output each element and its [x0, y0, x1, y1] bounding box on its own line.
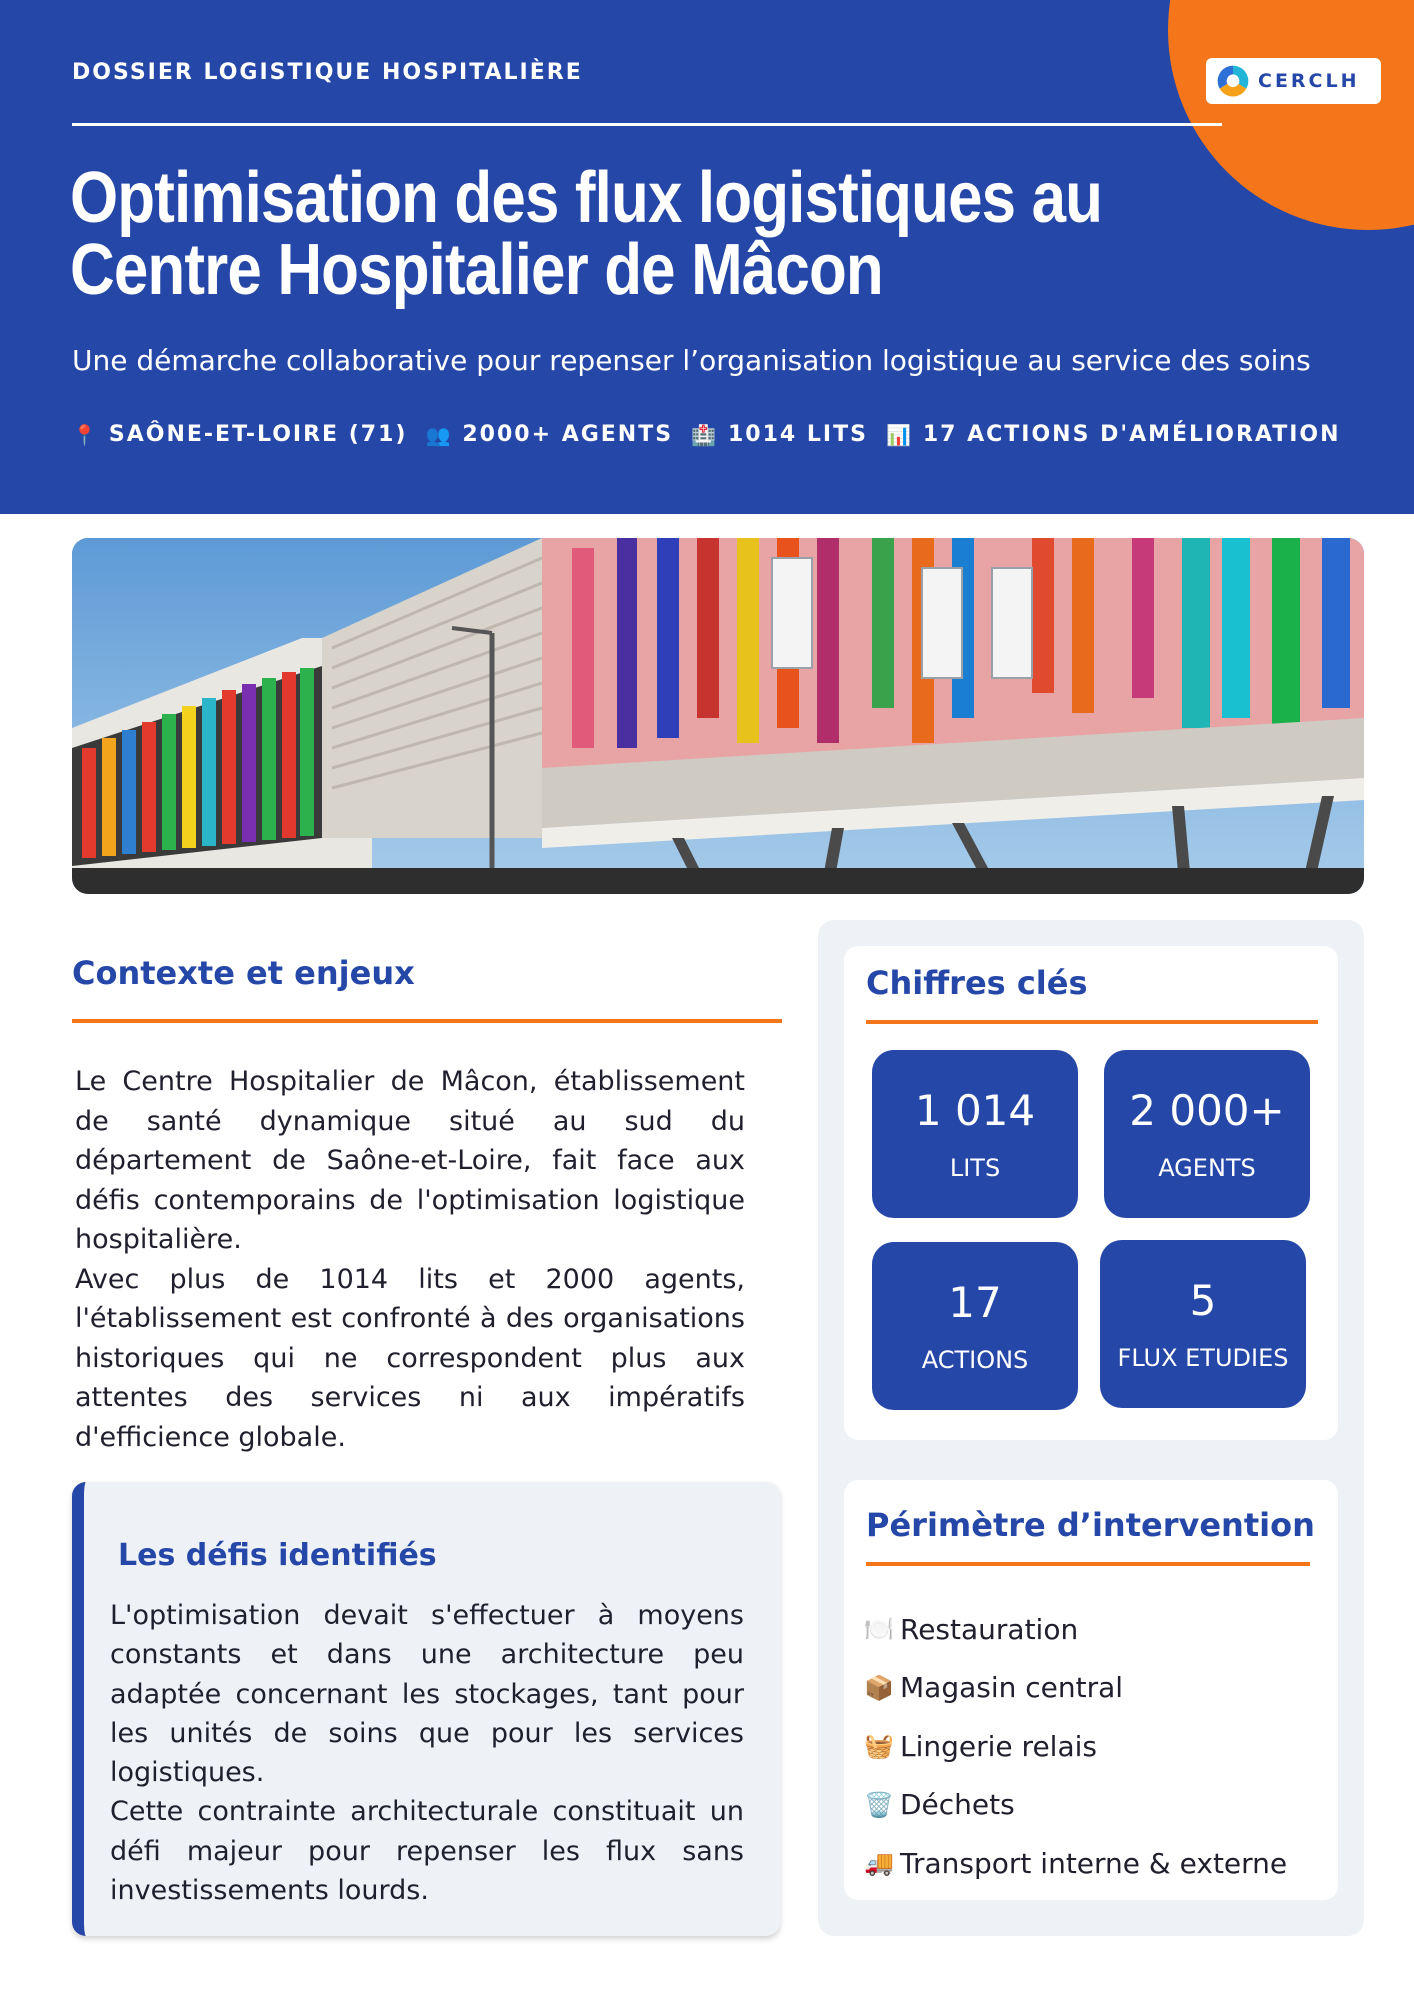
- stat-value: 2 000+: [1129, 1086, 1285, 1135]
- stat-value: 5: [1189, 1276, 1217, 1325]
- header-rule: [72, 123, 1222, 126]
- challenges-box: [72, 1482, 780, 1936]
- scope-list: [864, 1600, 1287, 1893]
- fact-location: [72, 422, 407, 447]
- sidebar-panel: [818, 920, 1364, 1936]
- stat-card-actions: [872, 1242, 1078, 1410]
- page-title: Optimisation des flux logistiques au Centre Hospitalier de Mâcon: [70, 158, 1103, 310]
- challenges-paragraph: Cette contrainte architecturale constituait un défi majeur pour repenser les flux sans investissements lourds.: [110, 1796, 744, 1907]
- fact-label: SAÔNE-ET-LOIRE (71): [108, 422, 408, 447]
- challenges-paragraph: L'optimisation devait s'effectuer à moyens constants et dans une architecture peu adaptée concernant les stockages, tant pour les unités de soins que pour les services logistiques.: [110, 1600, 744, 1789]
- fact-beds: [691, 422, 868, 447]
- logo-text: CERCLH: [1258, 70, 1360, 92]
- waste-bin-icon: 🗑️: [864, 1790, 894, 1819]
- stat-card-flows: [1100, 1240, 1306, 1408]
- cerclh-logo: [1206, 58, 1381, 104]
- dossier-kicker: DOSSIER LOGISTIQUE HOSPITALIÈRE: [72, 60, 583, 85]
- location-pin-icon: 📍: [72, 422, 99, 447]
- header-banner: [0, 0, 1414, 514]
- stat-label: LITS: [949, 1154, 1001, 1182]
- scope-label: Déchets: [900, 1788, 1015, 1822]
- package-icon: 📦: [864, 1673, 894, 1702]
- key-figures-card: [844, 946, 1338, 1440]
- challenges-title: Les défis identifiés: [118, 1538, 437, 1573]
- scope-card: [844, 1480, 1338, 1900]
- scope-item-transport: [864, 1834, 1287, 1893]
- challenges-body: [110, 1596, 744, 1910]
- context-paragraph: Avec plus de 1014 lits et 2000 agents, l'établissement est confronté à des organisations historiques qui ne correspondent plus aux attentes des services ni aux impératifs d'efficience globale.: [75, 1263, 745, 1453]
- restaurant-icon: 🍽️: [864, 1615, 894, 1644]
- scope-label: Restauration: [900, 1612, 1079, 1646]
- stat-label: AGENTS: [1158, 1154, 1256, 1182]
- fact-label: 17 ACTIONS D'AMÉLIORATION: [922, 422, 1341, 447]
- scope-item-lingerie: [864, 1717, 1287, 1776]
- stat-label: ACTIONS: [921, 1346, 1029, 1374]
- scope-label: Lingerie relais: [900, 1729, 1097, 1763]
- fact-actions: [886, 422, 1341, 447]
- laundry-basket-icon: 🧺: [864, 1732, 894, 1761]
- context-body: [75, 1062, 745, 1457]
- stat-label: FLUX ETUDIES: [1117, 1344, 1289, 1372]
- chart-icon: 📊: [885, 422, 913, 447]
- scope-label: Transport interne & externe: [900, 1846, 1288, 1880]
- context-paragraph: Le Centre Hospitalier de Mâcon, établissement de santé dynamique situé au sud du département de Saône-et-Loire, fait face aux défis contemporains de l'optimisation logistique hospitalière.: [75, 1066, 745, 1255]
- hospital-facade-photo: [72, 538, 1364, 894]
- truck-icon: 🚚: [864, 1849, 894, 1878]
- stat-card-beds: [872, 1050, 1078, 1218]
- page-subtitle: Une démarche collaborative pour repenser l’organisation logistique au service des soins: [72, 344, 1311, 377]
- hospital-icon: 🏥: [691, 422, 718, 447]
- context-title: Contexte et enjeux: [72, 954, 415, 992]
- fact-label: 2000+ AGENTS: [462, 422, 674, 447]
- stat-value: 17: [948, 1278, 1002, 1327]
- scope-rule: [866, 1562, 1310, 1566]
- scope-title: Périmètre d’intervention: [866, 1506, 1315, 1544]
- scope-label: Magasin central: [900, 1671, 1124, 1705]
- stat-value: 1 014: [914, 1086, 1036, 1135]
- logo-mark-icon: [1214, 62, 1252, 100]
- header-facts: [72, 422, 1341, 447]
- fact-agents: [425, 422, 673, 447]
- fact-label: 1014 LITS: [727, 422, 868, 447]
- scope-item-restauration: [864, 1600, 1287, 1659]
- key-figures-title: Chiffres clés: [866, 964, 1088, 1002]
- context-rule: [72, 1019, 782, 1023]
- scope-item-magasin: [864, 1659, 1287, 1718]
- people-icon: 👥: [425, 422, 453, 447]
- stat-card-agents: [1104, 1050, 1310, 1218]
- scope-item-dechets: [864, 1776, 1287, 1835]
- key-figures-rule: [866, 1020, 1318, 1024]
